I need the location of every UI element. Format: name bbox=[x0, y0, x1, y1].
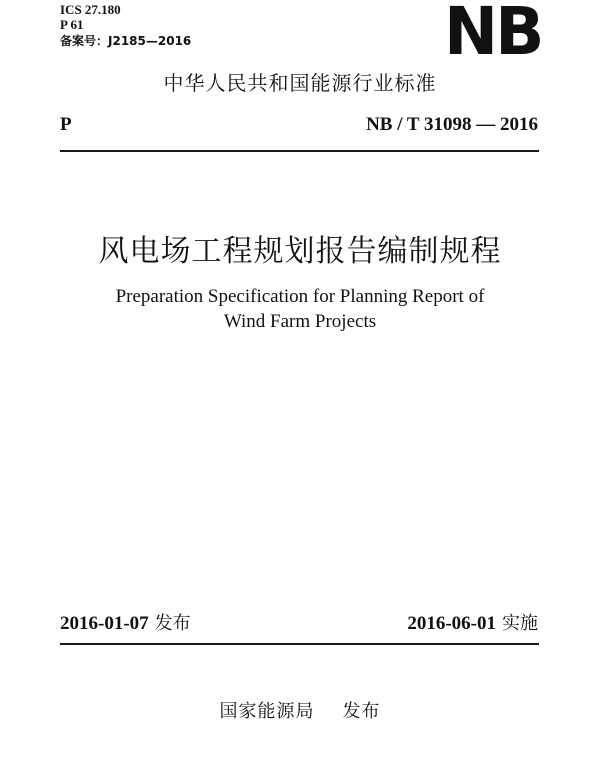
title-chinese: 风电场工程规划报告编制规程 bbox=[98, 234, 502, 269]
implementation-date-block bbox=[407, 612, 538, 636]
category-letter: P bbox=[60, 114, 72, 135]
ics-code: ICS 27.180 bbox=[60, 2, 121, 17]
issuer-line bbox=[0, 700, 600, 724]
issuer-name: 国家能源局 bbox=[219, 701, 315, 722]
implementation-label: 实施 bbox=[502, 613, 538, 634]
issuer-action: 发布 bbox=[342, 701, 381, 722]
nb-logo: NB bbox=[444, 0, 542, 70]
standard-type-heading: 中华人民共和国能源行业标准 bbox=[163, 71, 437, 95]
classification-code: P 61 bbox=[60, 17, 84, 32]
filing-number: 备案号：J2185—2016 bbox=[60, 34, 192, 48]
standard-number: NB / T 31098 — 2016 bbox=[366, 114, 538, 135]
issue-date: 2016-01-07 bbox=[60, 613, 149, 634]
title-english-line-1: Preparation Specification for Planning Report of bbox=[115, 286, 485, 307]
issue-date-block bbox=[60, 612, 191, 636]
implementation-date: 2016-06-01 bbox=[407, 613, 496, 634]
title-english-line-2: Wind Farm Projects bbox=[223, 311, 377, 332]
issue-label: 发布 bbox=[154, 613, 191, 634]
bottom-divider bbox=[60, 643, 539, 645]
top-divider bbox=[60, 150, 539, 152]
